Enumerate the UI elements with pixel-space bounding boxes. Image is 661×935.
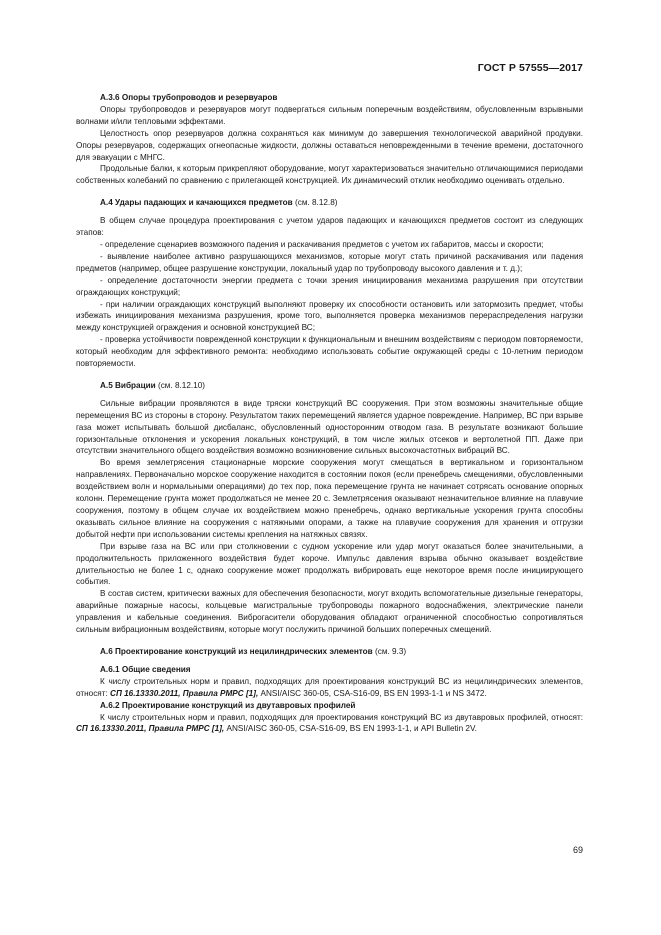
section-a4-heading: А.4 Удары падающих и качающихся предметов (см. 8.12.8) bbox=[100, 198, 338, 208]
list-item: - определение сценариев возможного падения и раскачивания предметов с учетом их габаритов, массы и скорости; bbox=[100, 239, 544, 249]
section-a36-heading: А.3.6 Опоры трубопроводов и резервуаров bbox=[100, 93, 278, 102]
document-body bbox=[76, 92, 583, 735]
list-item: - проверка устойчивости поврежденной конструкции к функциональным и внешним воздействиям с периодом повторяемости, который необходим для эффективного ремонта: необходимо использовать событие окружающей среды с 10-летним периодом повторяемости. bbox=[76, 335, 583, 369]
section-a5-heading: А.5 Вибрации (см. 8.12.10) bbox=[100, 380, 206, 390]
section-a6-heading: А.6 Проектирование конструкций из нецилиндрических элементов (см. 9.3) bbox=[100, 646, 407, 656]
paragraph: При взрыве газа на ВС или при столкновении с судном ускорение или удар могут оказаться более значительными, а продолжительность приложенного воздействия будет короче. Импульс давления взрыва обычно оказывает воздействие длительностью не более 1 с, однако сооружение может продолжать вибрировать еще некоторое время после инициирующего события. bbox=[76, 541, 583, 587]
paragraph: В общем случае процедура проектирования с учетом ударов падающих и качающихся предметов состоит из следующих этапов: bbox=[76, 216, 583, 238]
page-number: 69 bbox=[572, 845, 583, 855]
document-header: ГОСТ Р 57555—2017 bbox=[477, 62, 583, 74]
paragraph: Опоры трубопроводов и резервуаров могут подвергаться сильным поперечным воздействиям, обусловленным взрывными волнами и/или тепловыми эффектами. bbox=[76, 104, 583, 126]
paragraph: В состав систем, критически важных для обеспечения безопасности, могут входить вспомогательные дизельные генераторы, аварийные пожарные насосы, кольцевые магистральные трубопроводы пожарного водоснабжения, электрические панели управления и кабельные соединения. Виброгасители оборудования обладают ограниченной способностью сопротивляться сильным вибрационным воздействиям, которые могут послужить причиной больших поперечных смещений. bbox=[76, 589, 583, 635]
section-a62-heading: А.6.2 Проектирование конструкций из двутавровых профилей bbox=[100, 700, 356, 710]
paragraph: К числу строительных норм и правил, подходящих для проектирования конструкций ВС из двутавровых профилей, относят: СП 16.13330.2011, Правила РМРС [1], ANSI/AISC 360-05, CSA-S16-09, BS EN 1993-1-1, и API Bulletin 2V. bbox=[76, 712, 583, 734]
paragraph: Целостность опор резервуаров должна сохраняться как минимум до завершения технологической аварийной продувки. Опоры резервуаров, содержащих огнеопасные жидкости, должны оставаться неповрежденными в течение времени, достаточного для эвакуации с МНГС. bbox=[76, 128, 583, 162]
list-item: - при наличии ограждающих конструкций выполняют проверку их способности остановить или затормозить предмет, чтобы избежать инициирования механизма разрушения, кроме того, выполняется проверка механизмов перераспределения нагрузки между конструкцией ограждения и основной конструкцией ВС; bbox=[76, 299, 583, 333]
paragraph: К числу строительных норм и правил, подходящих для проектирования конструкций ВС из нецилиндрических элементов, относят: СП 16.13330.2011, Правила РМРС [1], ANSI/AISC 360-05, CSA-S16-09, BS EN 1993-1-1 и NS 3472. bbox=[76, 676, 583, 698]
list-item: - определение достаточности энергии предмета с точки зрения инициирования механизма разрушения при отсутствии ограждающих конструкций; bbox=[76, 275, 583, 297]
section-a61-heading: А.6.1 Общие сведения bbox=[100, 664, 191, 674]
list-item: - выявление наиболее активно разрушающихся механизмов, которые могут стать причиной раскачивания или падения предметов (например, общее разрушение конструкции, локальный удар по трубопроводу высокого давления и т. д.); bbox=[76, 251, 583, 273]
paragraph: Во время землетрясения стационарные морские сооружения могут смещаться в вертикальном и горизонтальном направлениях. Первоначально морское сооружение находится в состоянии покоя (если пренебречь смещениями, обусловленными воздействием волн и нормальными операциями) до тех пор, пока перемещение грунта не начинает сотрясать основание опорных колонн. Перемещение грунта может продолжаться не менее 20 с. Землетрясения оказывают незначительное влияние на плавучие сооружения, поэтому в общем случае их воздействием можно пренебречь, однако вертикальные ускорения грунта способны оказывать сильное влияние на сооружения с натяжными опорами, а также на плавучие сооружения для хранения и отгрузки добытой нефти при использовании системы крепления на натяжных связях. bbox=[76, 458, 583, 539]
paragraph: Продольные балки, к которым прикрепляют оборудование, могут характеризоваться значительно отличающимися периодами собственных колебаний по сравнению с прилегающей конструкцией. Их динамический отклик необходимо оценивать отдельно. bbox=[76, 164, 583, 186]
paragraph: Сильные вибрации проявляются в виде тряски конструкций ВС сооружения. При этом возможны значительные общие перемещения ВС из стороны в сторону. Результатом таких перемещений является ударное повреждение. Например, ВС при взрыве газа может испытывать большой дисбаланс, обусловленный односторонним отводом газа. В результате возникают большие горизонтальные отклонения и ускорения локальных конструкций, в том числе жилых отсеков и вертолетной ПП. Даже при отсутствии значительного общего воздействия возможно возникновение сильных высокочастотных вибраций ВС. bbox=[76, 398, 583, 456]
